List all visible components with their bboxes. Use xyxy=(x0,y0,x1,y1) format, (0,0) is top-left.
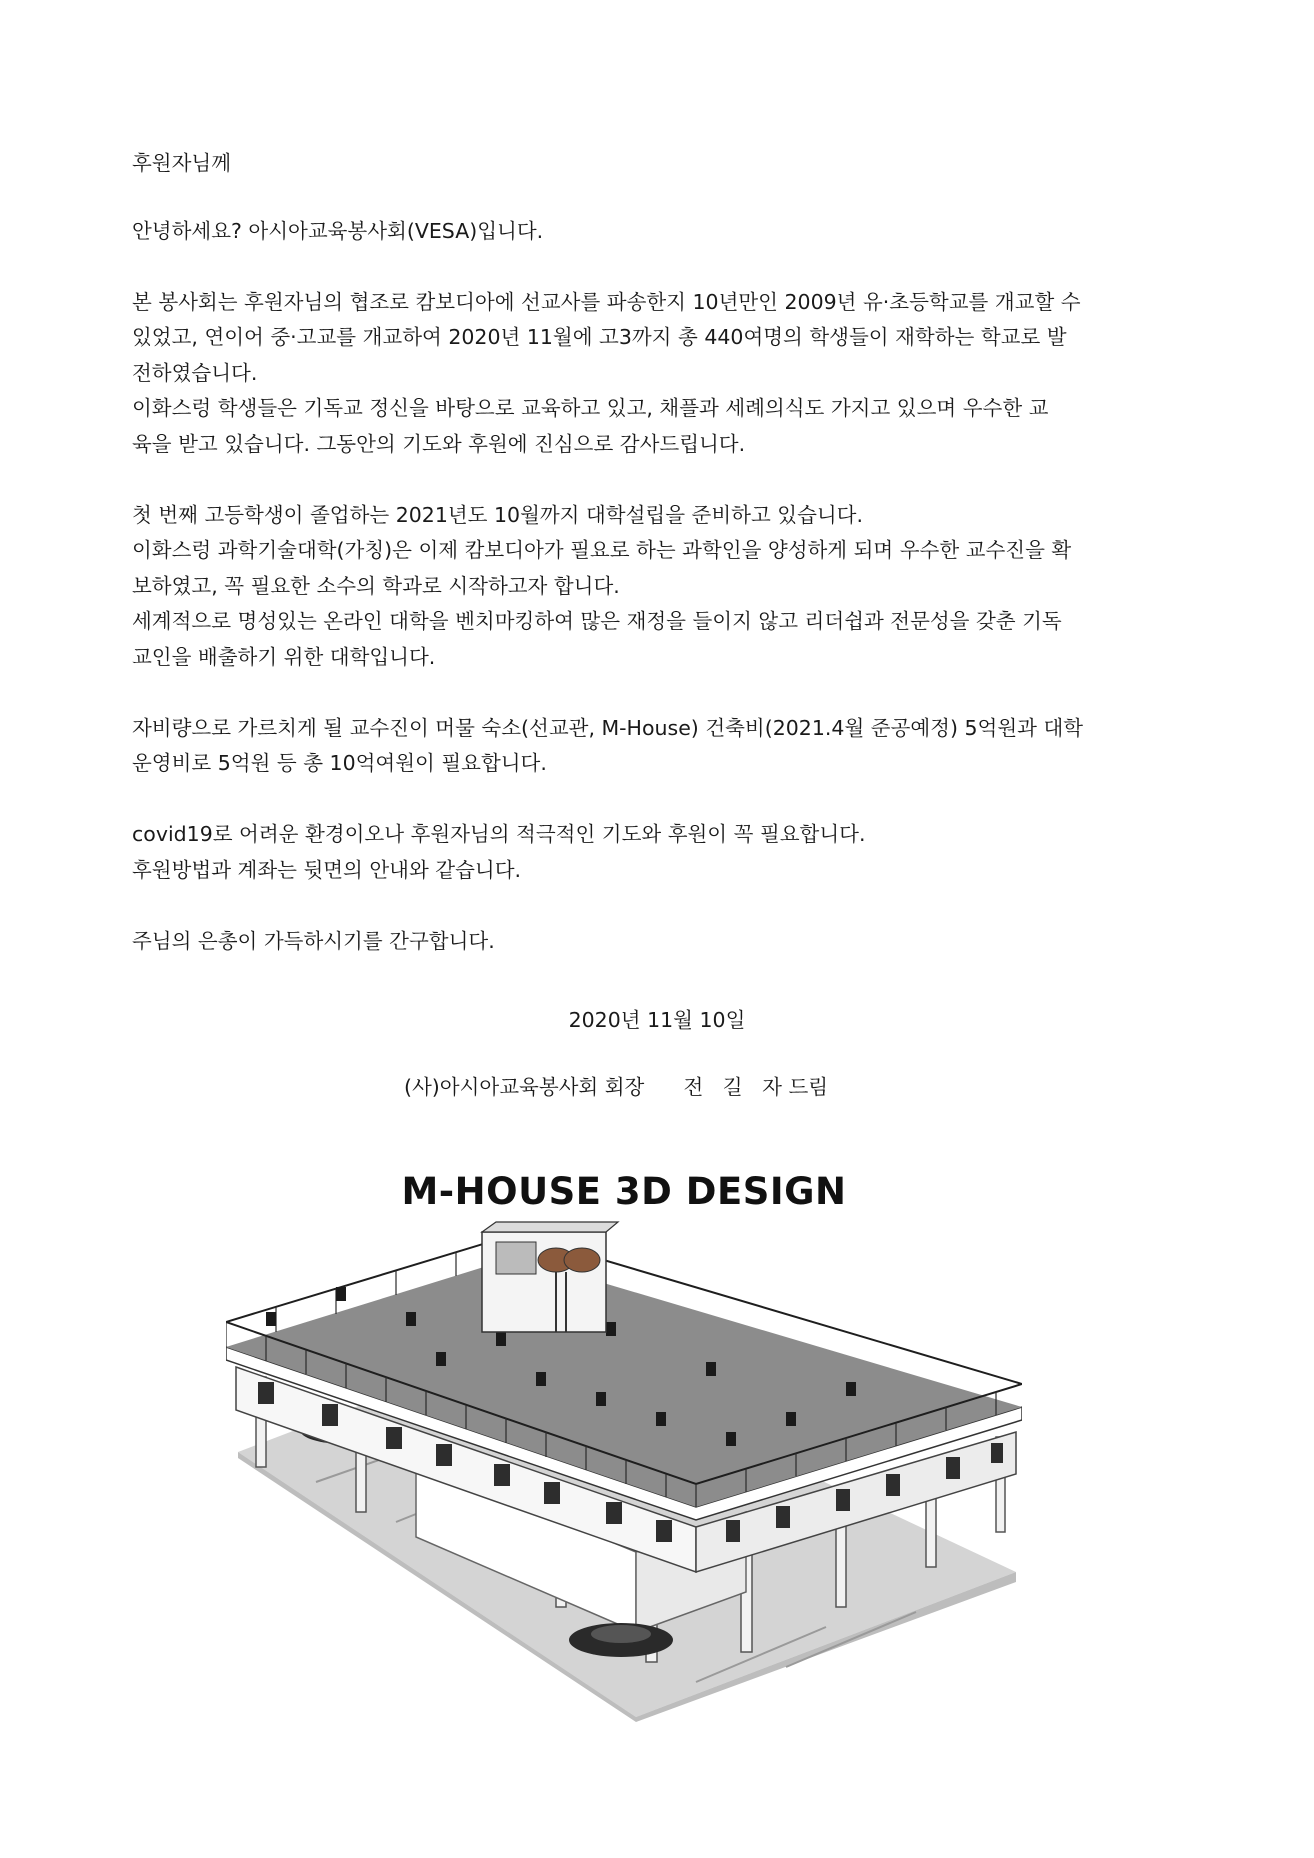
paragraph-funding xyxy=(132,711,1188,782)
paragraph-line: 첫 번째 고등학생이 졸업하는 2021년도 10월까지 대학설립을 준비하고 있습니다. xyxy=(132,502,863,527)
paragraph-line: 전하였습니다. xyxy=(132,360,258,385)
m-house-figure xyxy=(226,1162,1022,1722)
salutation: 후원자님께 xyxy=(132,151,232,175)
paragraph-line: 본 봉사회는 후원자님의 협조로 캄보디아에 선교사를 파송한지 10년만인 2009년 유·초등학교를 개교할 수 xyxy=(132,289,1081,314)
greeting: 안녕하세요? 아시아교육봉사회(VESA)입니다. xyxy=(132,218,544,243)
paragraph-line: 이화스렁 과학기술대학(가칭)은 이제 캄보디아가 필요로 하는 과학인을 양성하게 되며 우수한 교수진을 확 xyxy=(132,538,1072,562)
paragraph-line: 세계적으로 명성있는 온라인 대학을 벤치마킹하여 많은 재정을 들이지 않고 리더쉽과 전문성을 갖춘 기독 xyxy=(132,609,1062,633)
paragraph-line: 자비량으로 가르치게 될 교수진이 머물 숙소(선교관, M-House) 건축비(2021.4월 준공예정) 5억원과 대학 xyxy=(132,715,1084,740)
paragraph-line: 이화스렁 학생들은 기독교 정신을 바탕으로 교육하고 있고, 채플과 세례의식도 가지고 있으며 우수한 교 xyxy=(132,396,1049,420)
paragraph-line: 보하였고, 꼭 필요한 소수의 학과로 시작하고자 합니다. xyxy=(132,573,620,598)
closing-blessing: 주님의 은총이 가득하시기를 간구합니다. xyxy=(132,928,495,953)
paragraph-line: 운영비로 5억원 등 총 10억여원이 필요합니다. xyxy=(132,751,547,775)
paragraph-request xyxy=(132,817,1188,888)
paragraph-line: 후원방법과 계좌는 뒷면의 안내와 같습니다. xyxy=(132,857,522,882)
letter-date: 2020년 11월 10일 xyxy=(568,1008,746,1032)
building-3d-render-icon xyxy=(226,1162,1022,1722)
signature-line: (사)아시아교육봉사회 회장 전 길 자 드림 xyxy=(404,1075,829,1099)
paragraph-line: 있었고, 연이어 중·고교를 개교하여 2020년 11월에 고3까지 총 440여명의 학생들이 재학하는 학교로 발 xyxy=(132,325,1067,349)
paragraph-university xyxy=(132,498,1188,676)
figure-title: M-HOUSE 3D DESIGN xyxy=(401,1170,847,1213)
paragraph-line: 교인을 배출하기 위한 대학입니다. xyxy=(132,644,436,669)
paragraph-founding xyxy=(132,285,1188,463)
paragraph-line: covid19로 어려운 환경이오나 후원자님의 적극적인 기도와 후원이 꼭 필요합니다. xyxy=(132,822,866,846)
letter-body xyxy=(132,146,1188,959)
paragraph-line: 육을 받고 있습니다. 그동안의 기도와 후원에 진심으로 감사드립니다. xyxy=(132,431,746,456)
